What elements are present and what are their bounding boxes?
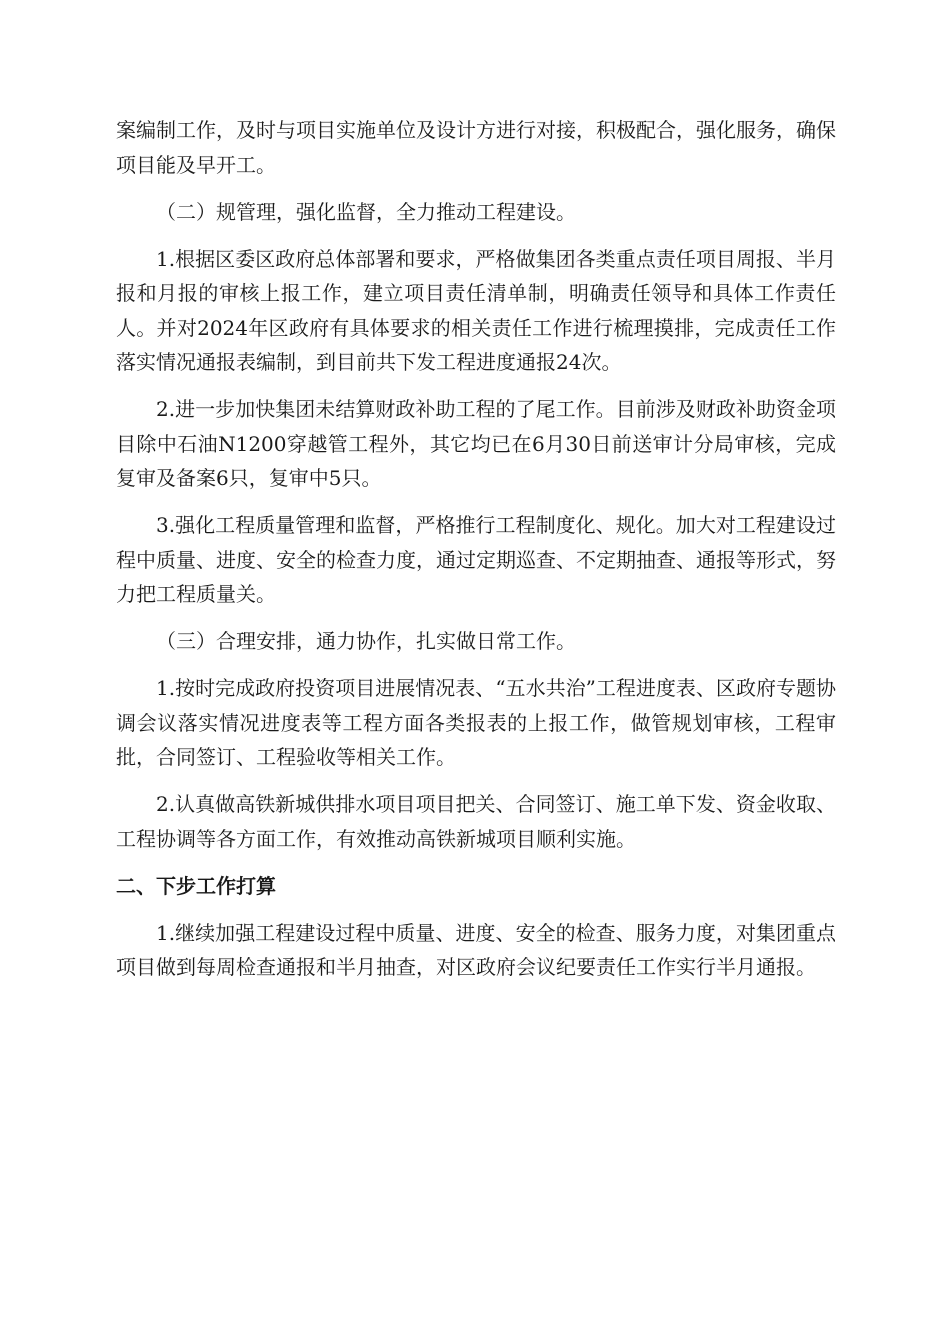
section-heading-3: （三）合理安排，通力协作，扎实做日常工作。 — [156, 629, 576, 653]
chapter-heading-next-steps: 二、下步工作打算 — [116, 873, 276, 898]
paragraph-2-3: 3.强化工程质量管理和监督，严格推行工程制度化、规化。加大对工程建设过程中质量、进度、安全的检查力度，通过定期巡查、不定期抽查、通报等形式，努力把工程质量关。 — [116, 513, 836, 606]
paragraph-2-1: 1.根据区委区政府总体部署和要求，严格做集团各类重点责任项目周报、半月报和月报的审核上报工作，建立项目责任清单制，明确责任领导和具体工作责任人。并对2024年区政府有具体要求的相关责任工作进行梳理摸排，完成责任工作落实情况通报表编制，到目前共下发工程进度通报24次。 — [116, 246, 836, 374]
paragraph-3-1: 1.按时完成政府投资项目进展情况表、“五水共治”工程进度表、区政府专题协调会议落实情况进度表等工程方面各类报表的上报工作，做管规划审核，工程审批，合同签订、工程验收等相关工作。 — [116, 676, 836, 769]
paragraph-3-2: 2.认真做高铁新城供排水项目项目把关、合同签订、施工单下发、资金收取、工程协调等各方面工作，有效推动高铁新城项目顺利实施。 — [116, 792, 836, 851]
paragraph-2-2: 2.进一步加快集团未结算财政补助工程的了尾工作。目前涉及财政补助资金项目除中石油N1200穿越管工程外，其它均已在6月30日前送审计分局审核，完成复审及备案6只，复审中5只。 — [116, 397, 836, 490]
paragraph-continuation: 案编制工作，及时与项目实施单位及设计方进行对接，积极配合，强化服务，确保项目能及早开工。 — [116, 118, 836, 177]
document-body — [116, 113, 836, 997]
paragraph-next-1: 1.继续加强工程建设过程中质量、进度、安全的检查、服务力度，对集团重点项目做到每周检查通报和半月抽查，对区政府会议纪要责任工作实行半月通报。 — [116, 920, 836, 979]
section-heading-2: （二）规管理，强化监督，全力推动工程建设。 — [156, 199, 576, 224]
